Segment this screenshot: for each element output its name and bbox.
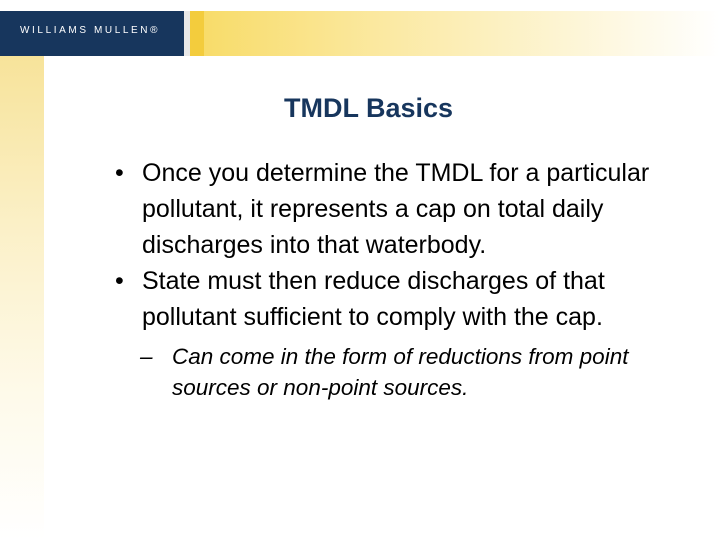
slide-title: TMDL Basics bbox=[284, 93, 454, 123]
williams-mullen-logo bbox=[0, 11, 184, 56]
bullet-item bbox=[112, 263, 672, 335]
sub-bullet-marker: – bbox=[140, 344, 153, 369]
slide-body bbox=[112, 155, 672, 403]
header-gradient-band bbox=[204, 11, 720, 56]
sub-bullet-text: Can come in the form of reductions from point sources or non-point sources. bbox=[172, 344, 629, 400]
slide-header bbox=[0, 0, 720, 58]
bullet-text: Once you determine the TMDL for a particular pollutant, it represents a cap on total daily discharges into that waterbody. bbox=[142, 159, 650, 259]
header-gold-accent bbox=[190, 11, 204, 56]
bullet-text: State must then reduce discharges of that pollutant sufficient to comply with the cap. bbox=[142, 267, 605, 331]
bullet-item bbox=[112, 155, 672, 263]
bullet-marker: • bbox=[115, 159, 124, 187]
left-gradient-band bbox=[0, 56, 44, 540]
logo-text: WILLIAMS MULLEN® bbox=[20, 25, 161, 36]
sub-bullet-item bbox=[112, 341, 672, 403]
bullet-marker: • bbox=[115, 267, 124, 295]
